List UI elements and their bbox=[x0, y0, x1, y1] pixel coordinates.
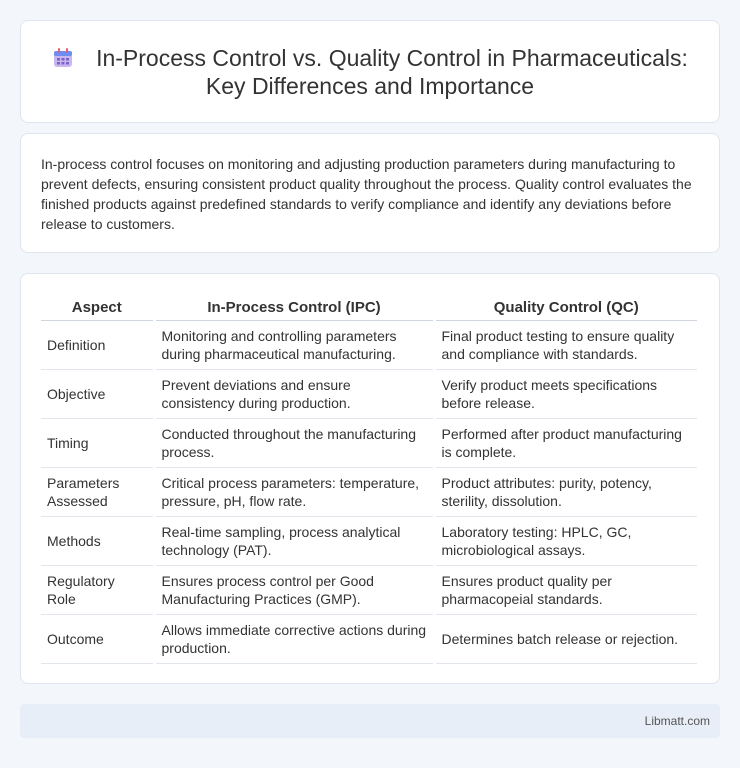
footer-brand-link[interactable]: Libmatt.com bbox=[644, 714, 710, 728]
table-row bbox=[41, 320, 697, 369]
table-row bbox=[41, 565, 697, 614]
row-ipc: Prevent deviations and ensure consistency during production. bbox=[154, 369, 434, 418]
row-aspect: Definition bbox=[41, 320, 154, 369]
row-aspect: Outcome bbox=[41, 614, 154, 663]
table-row bbox=[41, 614, 697, 663]
comparison-card bbox=[20, 273, 720, 684]
row-qc: Verify product meets specifications before release. bbox=[434, 369, 697, 418]
page-title-text: In-Process Control vs. Quality Control in Pharmaceuticals: Key Differences and Importance bbox=[96, 44, 688, 99]
table-row bbox=[41, 418, 697, 467]
row-ipc: Real-time sampling, process analytical technology (PAT). bbox=[154, 516, 434, 565]
footer bbox=[20, 704, 720, 738]
row-ipc: Monitoring and controlling parameters during pharmaceutical manufacturing. bbox=[154, 320, 434, 369]
header-aspect: Aspect bbox=[41, 294, 154, 320]
table-row bbox=[41, 467, 697, 516]
row-aspect: Regulatory Role bbox=[41, 565, 154, 614]
table-row bbox=[41, 369, 697, 418]
row-qc: Ensures product quality per pharmacopeial standards. bbox=[434, 565, 697, 614]
row-aspect: Methods bbox=[41, 516, 154, 565]
calendar-icon bbox=[52, 47, 74, 69]
comparison-table bbox=[41, 294, 697, 664]
page-title bbox=[50, 44, 690, 100]
table-header-row bbox=[41, 294, 697, 320]
row-qc: Performed after product manufacturing is complete. bbox=[434, 418, 697, 467]
row-qc: Determines batch release or rejection. bbox=[434, 614, 697, 663]
row-ipc: Conducted throughout the manufacturing process. bbox=[154, 418, 434, 467]
row-qc: Final product testing to ensure quality and compliance with standards. bbox=[434, 320, 697, 369]
intro-card bbox=[20, 133, 720, 253]
table-row bbox=[41, 516, 697, 565]
row-qc: Laboratory testing: HPLC, GC, microbiological assays. bbox=[434, 516, 697, 565]
row-ipc: Allows immediate corrective actions during production. bbox=[154, 614, 434, 663]
row-aspect: Objective bbox=[41, 369, 154, 418]
row-ipc: Ensures process control per Good Manufacturing Practices (GMP). bbox=[154, 565, 434, 614]
header-qc: Quality Control (QC) bbox=[434, 294, 697, 320]
row-aspect: Timing bbox=[41, 418, 154, 467]
row-aspect: Parameters Assessed bbox=[41, 467, 154, 516]
intro-paragraph: In-process control focuses on monitoring and adjusting production parameters during manufacturing to prevent defects, ensuring consistent product quality throughout the process. Quality control evaluates the finished products against predefined standards to verify compliance and identify any deviations before release to customers. bbox=[41, 156, 692, 232]
header-ipc: In-Process Control (IPC) bbox=[154, 294, 434, 320]
title-card bbox=[20, 20, 720, 123]
row-ipc: Critical process parameters: temperature, pressure, pH, flow rate. bbox=[154, 467, 434, 516]
row-qc: Product attributes: purity, potency, sterility, dissolution. bbox=[434, 467, 697, 516]
